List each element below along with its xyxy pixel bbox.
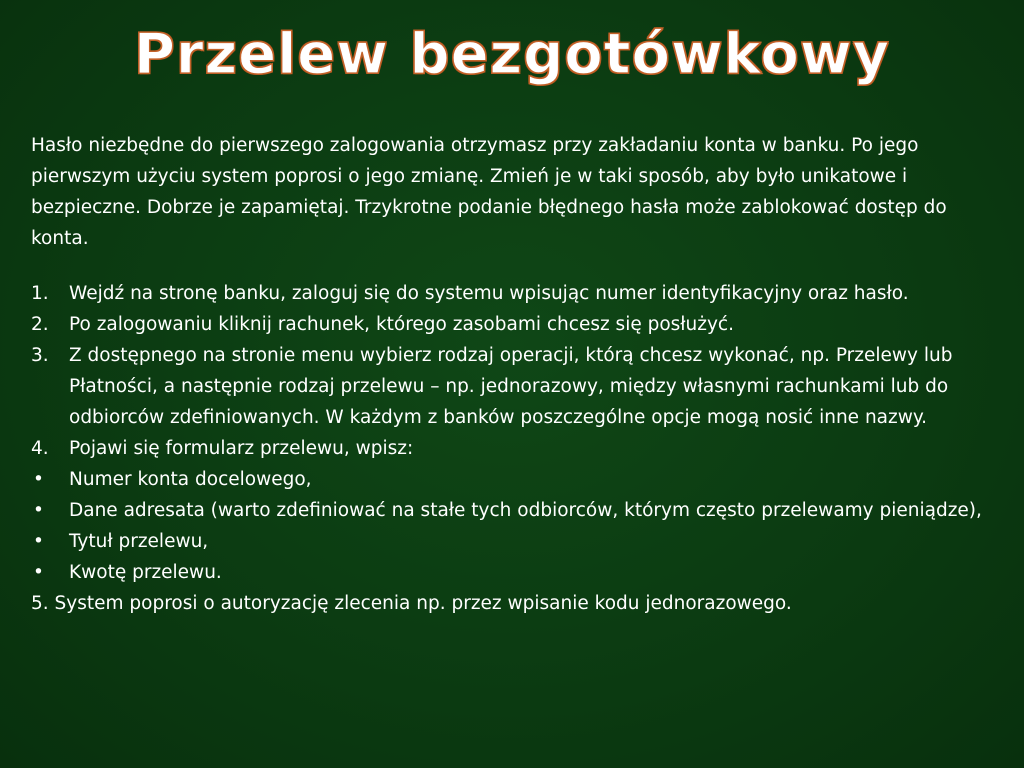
slide-title: Przelew bezgotówkowy — [133, 22, 891, 87]
bullet-icon: • — [33, 500, 44, 521]
bullet-text: Kwotę przelewu. — [69, 562, 222, 583]
step-number: 3. — [31, 345, 49, 366]
step-item-1 — [31, 278, 991, 309]
bullet-item-1 — [31, 464, 991, 495]
bullet-text: Tytuł przelewu, — [69, 531, 209, 552]
final-step: 5. System poprosi o autoryzację zlecenia np. przez wpisanie kodu jednorazowego. — [31, 593, 792, 614]
step-text: Pojawi się formularz przelewu, wpisz: — [69, 438, 414, 459]
bullet-text: Dane adresata (warto zdefiniować na stałe tych odbiorców, którym często przelewamy pieniądze), — [69, 500, 982, 521]
step-item-2 — [31, 309, 991, 340]
step-text: Z dostępnego na stronie menu wybierz rodzaj operacji, którą chcesz wykonać, np. Przelewy lub Płatności, a następnie rodzaj przelewu – np. jednorazowy, między własnymi rachunkami lub do odbiorców zdefiniowanych. W każdym z banków poszczególne opcje mogą nosić inne nazwy. — [69, 345, 953, 428]
step-item-4 — [31, 433, 991, 464]
bullet-icon: • — [33, 562, 44, 583]
step-text: Wejdź na stronę banku, zaloguj się do systemu wpisując numer identyfikacyjny oraz hasło. — [69, 283, 909, 304]
step-number: 1. — [31, 283, 49, 304]
slide-content — [31, 130, 991, 619]
intro-paragraph: Hasło niezbędne do pierwszego zalogowania otrzymasz przy zakładaniu konta w banku. Po jego pierwszym użyciu system poprosi o jego zmianę. Zmień je w taki sposób, aby było unikatowe i bezpieczne. Dobrze je zapamiętaj. Trzykrotne podanie błędnego hasła może zablokować dostęp do konta. — [31, 135, 947, 249]
bullet-item-2 — [31, 495, 991, 526]
bullet-text: Numer konta docelowego, — [69, 469, 312, 490]
bullet-icon: • — [33, 469, 44, 490]
bullet-item-4 — [31, 557, 991, 588]
step-number: 4. — [31, 438, 49, 459]
bullet-icon: • — [33, 531, 44, 552]
bullet-item-3 — [31, 526, 991, 557]
step-number: 2. — [31, 314, 49, 335]
step-item-3 — [31, 340, 991, 433]
step-text: Po zalogowaniu kliknij rachunek, którego zasobami chcesz się posłużyć. — [69, 314, 734, 335]
